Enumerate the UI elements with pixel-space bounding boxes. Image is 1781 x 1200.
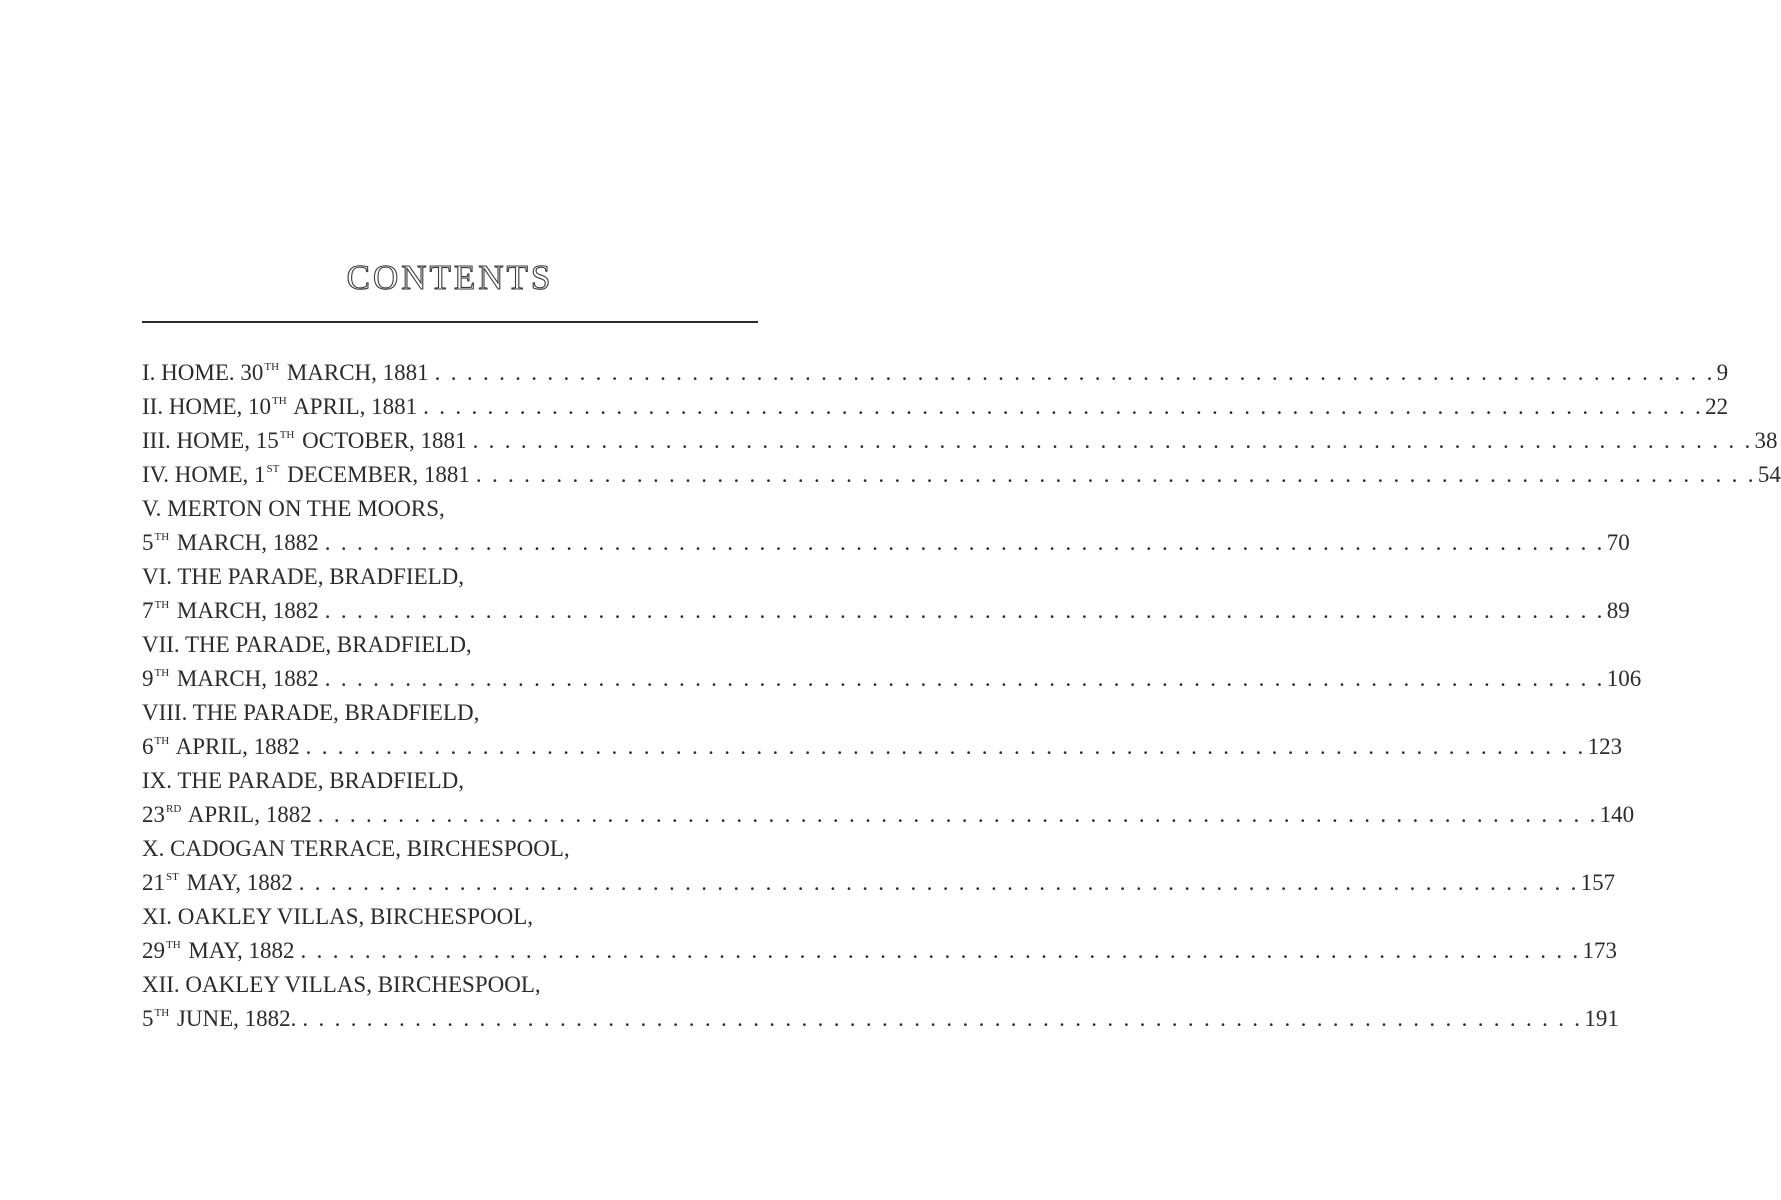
toc-entry-post: MAY, 1882 — [182, 938, 295, 963]
page-number: 22 — [1705, 394, 1729, 419]
toc-entry-post: MARCH, 1881 — [281, 360, 429, 385]
dot-leader: . . . . . . . . . . . . . . . . . . . . . . . . . . . . . . . . . . . . . . . . . . . . . . . . . . . . . . . . . . . . . . . . . . . . . . . . . . . . . . . . — [423, 394, 1704, 419]
dot-leader: . . . . . . . . . . . . . . . . . . . . . . . . . . . . . . . . . . . . . . . . . . . . . . . . . . . . . . . . . . . . . . . . . . . . . . . . . . . . . . . . — [305, 734, 1586, 759]
page-number: 70 — [1606, 530, 1630, 555]
toc-entry — [142, 866, 1616, 900]
dot-leader: . . . . . . . . . . . . . . . . . . . . . . . . . . . . . . . . . . . . . . . . . . . . . . . . . . . . . . . . . . . . . . . . . . . . . . . . . . . . . . . . — [324, 530, 1605, 555]
toc-entry-pre: 9 — [142, 666, 154, 691]
toc-entry-text — [142, 424, 467, 462]
toc-entry-text — [142, 730, 300, 768]
toc-entry-text — [142, 594, 319, 632]
toc-entry — [142, 662, 1642, 696]
toc-entry-pre: 21 — [142, 870, 165, 895]
ordinal-suffix: TH — [166, 939, 181, 951]
ordinal-suffix: ST — [166, 871, 179, 883]
toc-entry-text — [142, 1002, 296, 1040]
toc-entry-heading — [142, 764, 746, 798]
toc-entry-heading — [142, 696, 746, 730]
page-number: 191 — [1584, 1006, 1619, 1031]
dot-leader: . . . . . . . . . . . . . . . . . . . . . . . . . . . . . . . . . . . . . . . . . . . . . . . . . . . . . . . . . . . . . . . . . . . . . . . . . . . . . . . . — [324, 666, 1605, 691]
ordinal-suffix: TH — [272, 395, 287, 407]
page-number: 106 — [1606, 666, 1642, 691]
page-number: 140 — [1599, 802, 1635, 827]
toc-entry-pre: 6 — [142, 734, 154, 759]
ordinal-suffix: ST — [266, 463, 280, 475]
toc-entry — [142, 594, 1630, 628]
toc-entry-text — [142, 458, 470, 496]
dot-leader: . . . . . . . . . . . . . . . . . . . . . . . . . . . . . . . . . . . . . . . . . . . . . . . . . . . . . . . . . . . . . . . . . . . . . . . . . . . . . . . . — [472, 428, 1753, 453]
toc-entry-post: MARCH, 1882 — [171, 666, 319, 691]
title-rule — [142, 321, 758, 323]
toc-entry — [142, 390, 1729, 424]
ordinal-suffix: TH — [279, 429, 295, 441]
ordinal-suffix: TH — [264, 361, 280, 373]
dot-leader: . . . . . . . . . . . . . . . . . . . . . . . . . . . . . . . . . . . . . . . . . . . . . . . . . . . . . . . . . . . . . . . . . . . . . . . . . . . . . . . . — [302, 1006, 1583, 1031]
toc-entry — [142, 798, 1635, 832]
toc-entry-post: APRIL, 1881 — [288, 394, 418, 419]
toc-entry-heading — [142, 628, 746, 662]
ordinal-suffix: TH — [154, 531, 170, 543]
toc-entry — [142, 934, 1617, 968]
toc-entry-post: MARCH, 1882 — [171, 598, 319, 623]
toc-entry-post: MARCH, 1882 — [171, 530, 319, 555]
page-number: 89 — [1606, 598, 1630, 623]
ordinal-suffix: TH — [154, 667, 170, 679]
toc-entry-pre: 5 — [142, 1006, 154, 1031]
toc-entry-text — [142, 866, 293, 904]
toc-entry-text — [142, 526, 319, 564]
toc-entry — [142, 458, 1781, 492]
dot-leader: . . . . . . . . . . . . . . . . . . . . . . . . . . . . . . . . . . . . . . . . . . . . . . . . . . . . . . . . . . . . . . . . . . . . . . . . . . . . . . . . — [298, 870, 1579, 895]
toc-heading-text: XI. OAKLEY VILLAS, BIRCHESPOOL, — [142, 904, 533, 929]
page-number: 38 — [1754, 428, 1778, 453]
toc-entry — [142, 356, 1729, 390]
toc-entry-pre: III. HOME, 15 — [142, 428, 279, 453]
dot-leader: . . . . . . . . . . . . . . . . . . . . . . . . . . . . . . . . . . . . . . . . . . . . . . . . . . . . . . . . . . . . . . . . . . . . . . . . . . . . . . . . — [434, 360, 1715, 385]
toc-entry-post: DECEMBER, 1881 — [281, 462, 470, 487]
toc-entry-heading — [142, 492, 746, 526]
dot-leader: . . . . . . . . . . . . . . . . . . . . . . . . . . . . . . . . . . . . . . . . . . . . . . . . . . . . . . . . . . . . . . . . . . . . . . . . . . . . . . . . — [324, 598, 1605, 623]
ordinal-suffix: TH — [154, 735, 170, 747]
toc-entry-pre: 29 — [142, 938, 165, 963]
toc-entry-pre: 5 — [142, 530, 154, 555]
toc-heading-text: IX. THE PARADE, BRADFIELD, — [142, 768, 465, 793]
page-title: CONTENTS — [346, 258, 554, 297]
ordinal-suffix: TH — [154, 599, 170, 611]
toc-heading-text: XII. OAKLEY VILLAS, BIRCHESPOOL, — [142, 972, 541, 997]
page-number: 9 — [1716, 360, 1729, 385]
toc-entry-heading — [142, 968, 746, 1002]
page-number: 54 — [1757, 462, 1781, 487]
toc-entry-heading — [142, 832, 746, 866]
toc-entry-pre: 7 — [142, 598, 154, 623]
toc-entry — [142, 730, 1623, 764]
toc-entry-pre: II. HOME, 10 — [142, 394, 272, 419]
toc-entry-post: APRIL, 1882 — [171, 734, 300, 759]
toc-entry-text — [142, 662, 319, 700]
toc-heading-text: VI. THE PARADE, BRADFIELD, — [142, 564, 465, 589]
toc-entry-pre: 23 — [142, 802, 165, 827]
toc-heading-text: V. MERTON ON THE MOORS, — [142, 496, 445, 521]
toc-entry-post: JUNE, 1882. — [171, 1006, 297, 1031]
toc-entry — [142, 526, 1630, 560]
toc-entry-post: MAY, 1882 — [180, 870, 293, 895]
page-number: 157 — [1580, 870, 1616, 895]
toc-entry — [142, 424, 1778, 458]
toc-entry-post: APRIL, 1882 — [183, 802, 312, 827]
toc-entry-pre: I. HOME. 30 — [142, 360, 264, 385]
ordinal-suffix: RD — [166, 803, 182, 815]
page-number: 173 — [1582, 938, 1617, 963]
toc-entry-post: OCTOBER, 1881 — [296, 428, 467, 453]
toc-entry-heading — [142, 900, 746, 934]
toc-entry — [142, 1002, 1619, 1036]
ordinal-suffix: TH — [154, 1007, 170, 1019]
table-of-contents — [142, 356, 1781, 1036]
toc-entry-heading — [142, 560, 746, 594]
toc-heading-text: VII. THE PARADE, BRADFIELD, — [142, 632, 472, 657]
dot-leader: . . . . . . . . . . . . . . . . . . . . . . . . . . . . . . . . . . . . . . . . . . . . . . . . . . . . . . . . . . . . . . . . . . . . . . . . . . . . . . . . — [317, 802, 1598, 827]
toc-entry-text — [142, 356, 429, 394]
toc-heading-text: VIII. THE PARADE, BRADFIELD, — [142, 700, 480, 725]
page-number: 123 — [1587, 734, 1623, 759]
dot-leader: . . . . . . . . . . . . . . . . . . . . . . . . . . . . . . . . . . . . . . . . . . . . . . . . . . . . . . . . . . . . . . . . . . . . . . . . . . . . . . . . — [475, 462, 1756, 487]
toc-entry-text — [142, 798, 312, 836]
toc-heading-text: X. CADOGAN TERRACE, BIRCHESPOOL, — [142, 836, 570, 861]
toc-entry-text — [142, 390, 417, 428]
toc-entry-text — [142, 934, 295, 972]
toc-entry-pre: IV. HOME, 1 — [142, 462, 266, 487]
dot-leader: . . . . . . . . . . . . . . . . . . . . . . . . . . . . . . . . . . . . . . . . . . . . . . . . . . . . . . . . . . . . . . . . . . . . . . . . . . . . . . . . — [300, 938, 1581, 963]
